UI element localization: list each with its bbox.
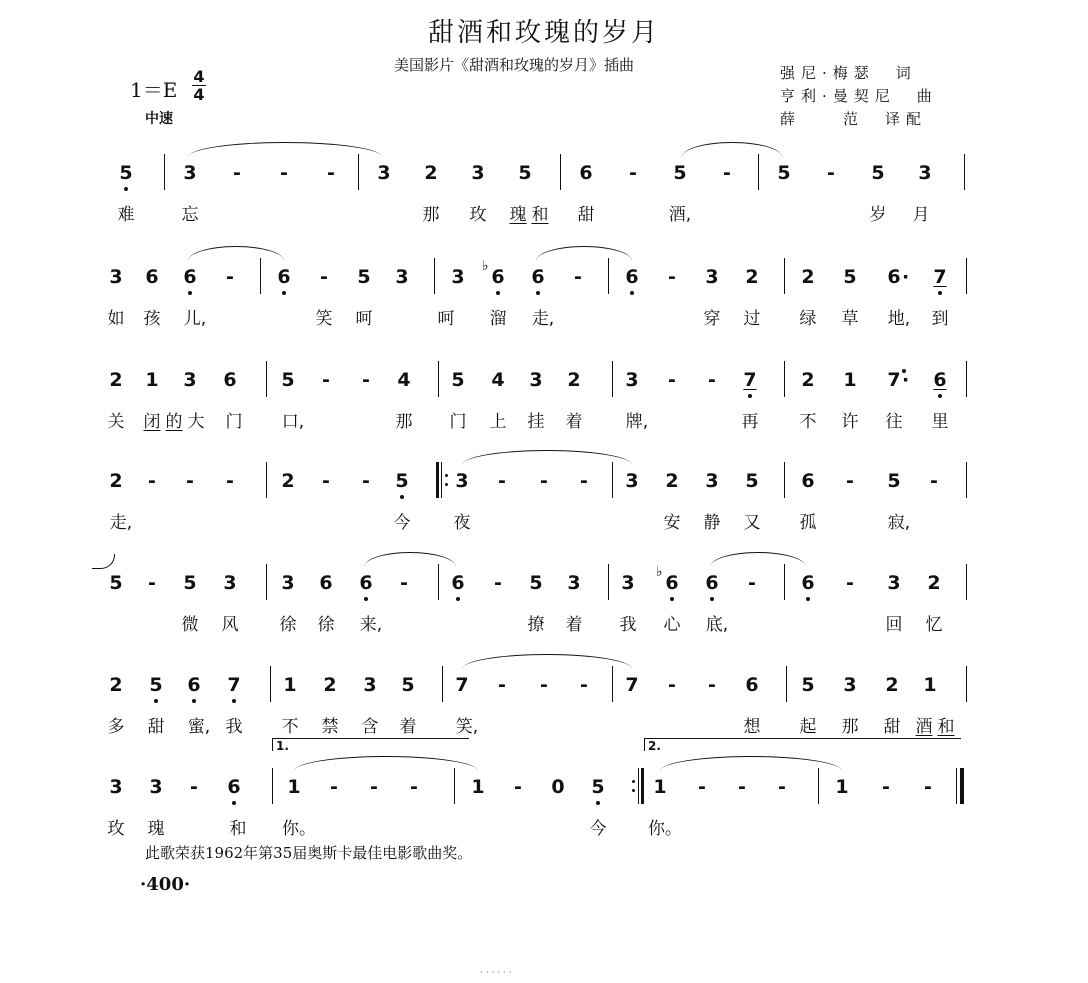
lyric: 走, [531, 309, 555, 329]
lyric: 孤 [799, 513, 817, 533]
note: 2 [424, 162, 438, 184]
barline [966, 361, 967, 397]
lyric: 如 [107, 309, 125, 329]
note: 2 [665, 470, 679, 492]
barline [260, 258, 261, 294]
final-barline [956, 768, 970, 804]
dash: - [668, 674, 676, 696]
barline [266, 361, 267, 397]
dash: - [778, 776, 786, 798]
barline [966, 666, 967, 702]
lyric: 草 [841, 309, 859, 329]
volta-second-ending: 2. [644, 738, 961, 751]
lyric: 岁 [869, 205, 887, 225]
lyric: 夜 [453, 513, 471, 533]
dash: - [362, 470, 370, 492]
lyric: 着 [565, 615, 583, 635]
note: 2 [109, 674, 123, 696]
lyrics-row [100, 508, 980, 538]
note: 5 [183, 572, 197, 594]
note: 6 [700, 572, 724, 594]
note: 2 [281, 470, 295, 492]
lyric: 瑰 [147, 819, 165, 839]
lyrics-row [100, 304, 980, 334]
page-number: ·400· [140, 874, 191, 895]
lyric: 甜 [577, 205, 595, 225]
note: 1 [843, 369, 857, 391]
lyric: 玫 [107, 819, 125, 839]
note: 3 [625, 369, 639, 391]
lyric: 来, [359, 615, 383, 635]
lyric: 我 [619, 615, 637, 635]
note: 5 [887, 470, 901, 492]
note: 3 [281, 572, 295, 594]
dash: - [846, 470, 854, 492]
lyric: 关 [107, 412, 125, 432]
lyric: 不 [281, 717, 299, 737]
score-system-5 [100, 558, 980, 668]
dash: - [882, 776, 890, 798]
lyric: 心 [663, 615, 681, 635]
barline [434, 258, 435, 294]
dash: - [320, 266, 328, 288]
lyric: 那 [395, 412, 413, 432]
note: 5 [357, 266, 371, 288]
note: 3 [621, 572, 635, 594]
lyric: 地, [887, 309, 911, 329]
barline [784, 462, 785, 498]
lyrics-row [100, 610, 980, 640]
lyric: 微 [181, 615, 199, 635]
barline [818, 768, 819, 804]
note: 6 [182, 674, 206, 696]
lyric: 那 [841, 717, 859, 737]
time-signature-bottom: 4 [193, 85, 205, 104]
note: 3 [183, 369, 197, 391]
note: 6 [796, 572, 820, 594]
lyric: 底, [705, 615, 729, 635]
dash: - [362, 369, 370, 391]
barline [784, 564, 785, 600]
lyric: 甜 [147, 717, 165, 737]
lyric: 呵 [355, 309, 373, 329]
note: 6 [222, 776, 246, 798]
dash: - [370, 776, 378, 798]
barline [608, 564, 609, 600]
dash: - [514, 776, 522, 798]
notes-row [100, 660, 980, 710]
note: 6 [223, 369, 237, 391]
note: 5 [801, 674, 815, 696]
lyric: 静 [703, 513, 721, 533]
barline [272, 768, 273, 804]
scan-mark: · · · · · · [480, 968, 512, 978]
lyric: 往 [885, 412, 903, 432]
note: 5 [843, 266, 857, 288]
note: 3 [843, 674, 857, 696]
dash: - [498, 470, 506, 492]
dash: - [629, 162, 637, 184]
notes-row [100, 355, 980, 405]
notes-row [100, 252, 980, 302]
note-flat: ♭ 6 [486, 266, 510, 288]
dash: - [494, 572, 502, 594]
lyric: 到 [931, 309, 949, 329]
lyrics-row [100, 814, 980, 844]
barline [560, 154, 561, 190]
dash: - [186, 470, 194, 492]
barline [266, 462, 267, 498]
barline [612, 462, 613, 498]
lyric: 再 [741, 412, 759, 432]
lyric: 起 [799, 717, 817, 737]
translator-credit: 薛 范 译配 [780, 110, 928, 128]
lyric: 想 [743, 717, 761, 737]
note: 5 [109, 572, 123, 594]
lyric: 那 [422, 205, 440, 225]
note: 3 [109, 776, 123, 798]
lyric: 走, [109, 513, 133, 533]
note: 5 [529, 572, 543, 594]
lyric: 难 [117, 205, 135, 225]
notes-row [100, 456, 980, 506]
note: 1 [283, 674, 297, 696]
note: 5 [390, 470, 414, 492]
lyric: 笑 [315, 309, 333, 329]
volta-first-ending: 1. [272, 738, 469, 751]
lyric: 回 [885, 615, 903, 635]
dash: - [280, 162, 288, 184]
note: 2 [109, 470, 123, 492]
repeat-start-barline [436, 462, 450, 498]
dash: - [668, 369, 676, 391]
note: 3 [377, 162, 391, 184]
lyric: 许 [841, 412, 859, 432]
dash: - [748, 572, 756, 594]
note: 6 [319, 572, 333, 594]
note: 4 [397, 369, 411, 391]
song-title: 甜酒和玫瑰的岁月 [427, 18, 660, 48]
dash: - [930, 470, 938, 492]
notes-row [100, 762, 980, 812]
note: 6 [526, 266, 550, 288]
note: 5 [401, 674, 415, 696]
note: 6 [145, 266, 159, 288]
dash: - [498, 674, 506, 696]
lyric: 酒 [915, 717, 933, 737]
lyric: 风 [221, 615, 239, 635]
lyric: 溜 [489, 309, 507, 329]
dash: - [668, 266, 676, 288]
dash: - [233, 162, 241, 184]
lyric: 徐 [317, 615, 335, 635]
note: 2 [801, 266, 815, 288]
barline [966, 258, 967, 294]
note: 3 [529, 369, 543, 391]
lyric: 挂 [527, 412, 545, 432]
note: 6 [446, 572, 470, 594]
lyric: 笑, [455, 717, 479, 737]
note: 5 [745, 470, 759, 492]
score-system-1 [100, 148, 980, 258]
barline [786, 666, 787, 702]
note: 3 [363, 674, 377, 696]
note: 6 [579, 162, 593, 184]
barline [784, 258, 785, 294]
barline [164, 154, 165, 190]
song-subtitle: 美国影片《甜酒和玫瑰的岁月》插曲 [393, 56, 634, 74]
note: 5 [281, 369, 295, 391]
note: 1 [471, 776, 485, 798]
dash: - [580, 470, 588, 492]
footnote: 此歌荣获1962年第35届奥斯卡最佳电影歌曲奖。 [145, 844, 473, 862]
lyric: 和 [229, 819, 247, 839]
notes-row [100, 148, 980, 198]
lyric: 呵 [437, 309, 455, 329]
note: 3 [625, 470, 639, 492]
lyric: 的 [165, 412, 183, 432]
note: 6 [178, 266, 202, 288]
note: 6 [620, 266, 644, 288]
lyric: 着 [399, 717, 417, 737]
note: 1 [923, 674, 937, 696]
lyric: 孩 [143, 309, 161, 329]
dash: - [540, 470, 548, 492]
lyricist-credit: 强尼·梅瑟 词 [780, 64, 917, 82]
note: 1 [835, 776, 849, 798]
lyric: 今 [589, 819, 607, 839]
time-signature-top: 4 [193, 67, 205, 86]
note: 6 [354, 572, 378, 594]
note-dotted: 6 · [882, 266, 906, 288]
lyric: 今 [393, 513, 411, 533]
barline [438, 361, 439, 397]
lyrics-row [100, 200, 980, 230]
lyric: 瑰 [509, 205, 527, 225]
lyric: 门 [225, 412, 243, 432]
lyric: 多 [107, 717, 125, 737]
note: 2 [885, 674, 899, 696]
note: 7 [625, 674, 639, 696]
note: 2 [109, 369, 123, 391]
lyric: 闭 [143, 412, 161, 432]
score-system-6 [100, 660, 980, 770]
time-signature [192, 68, 206, 103]
note: 1 [287, 776, 301, 798]
note: 6 [801, 470, 815, 492]
note: 3 [918, 162, 932, 184]
dash: - [410, 776, 418, 798]
lyric: 上 [489, 412, 507, 432]
note: 3 [223, 572, 237, 594]
notes-row [100, 558, 980, 608]
dash: - [400, 572, 408, 594]
dash: - [708, 369, 716, 391]
lyric: 忘 [181, 205, 199, 225]
lyric: 月 [912, 205, 930, 225]
score-system-3 [100, 355, 980, 465]
dash: - [580, 674, 588, 696]
note-flat: ♭ 6 [660, 572, 684, 594]
lyric: 门 [449, 412, 467, 432]
note: 7 [738, 369, 762, 391]
lyric: 过 [743, 309, 761, 329]
dash: - [327, 162, 335, 184]
score-system-4 [100, 456, 980, 566]
barline [358, 154, 359, 190]
lyric: 牌, [625, 412, 649, 432]
lyric: 酒, [668, 205, 692, 225]
lyric: 和 [937, 717, 955, 737]
note: 3 [887, 572, 901, 594]
dash: - [148, 470, 156, 492]
note: 5 [144, 674, 168, 696]
lyrics-row [100, 407, 980, 437]
lyric: 忆 [925, 615, 943, 635]
note-dotted: 7 · [882, 369, 906, 391]
composer-credit: 亨利·曼契尼 曲 [780, 87, 938, 105]
tempo-marking: 中速 [145, 111, 173, 127]
dash: - [190, 776, 198, 798]
lyric: 禁 [321, 717, 339, 737]
dash: - [322, 470, 330, 492]
dash: - [330, 776, 338, 798]
score-system-2 [100, 252, 980, 362]
tie-continuation [92, 554, 115, 569]
lyric: 又 [743, 513, 761, 533]
barline [454, 768, 455, 804]
slur [188, 142, 382, 157]
dash: - [226, 470, 234, 492]
lyric: 甜 [883, 717, 901, 737]
note: 3 [705, 470, 719, 492]
dash: - [540, 674, 548, 696]
note: 3 [451, 266, 465, 288]
dash: - [723, 162, 731, 184]
barline [612, 361, 613, 397]
note: 3 [705, 266, 719, 288]
dash: - [574, 266, 582, 288]
lyric: 儿, [183, 309, 207, 329]
note: 5 [451, 369, 465, 391]
note: 3 [471, 162, 485, 184]
lyric: 里 [931, 412, 949, 432]
barline [758, 154, 759, 190]
barline [784, 361, 785, 397]
lyric: 你。 [648, 819, 682, 839]
note: 3 [149, 776, 163, 798]
lyric: 安 [663, 513, 681, 533]
barline [266, 564, 267, 600]
lyric: 玫 [469, 205, 487, 225]
lyric: 口, [281, 412, 305, 432]
note: 7 [222, 674, 246, 696]
barline [966, 564, 967, 600]
note: 7 [928, 266, 952, 288]
note: 2 [745, 266, 759, 288]
note: 3 [567, 572, 581, 594]
lyric: 绿 [799, 309, 817, 329]
dash: - [924, 776, 932, 798]
lyric: 不 [799, 412, 817, 432]
lyric: 我 [225, 717, 243, 737]
slur [682, 142, 782, 157]
barline [966, 462, 967, 498]
note: 6 [272, 266, 296, 288]
lyric: 徐 [279, 615, 297, 635]
note: 3 [455, 470, 469, 492]
dash: - [708, 674, 716, 696]
note: 4 [491, 369, 505, 391]
dash: - [827, 162, 835, 184]
lyric: 含 [361, 717, 379, 737]
barline [612, 666, 613, 702]
note: 2 [927, 572, 941, 594]
barline [608, 258, 609, 294]
note: 6 [745, 674, 759, 696]
note: 5 [673, 162, 687, 184]
lyric: 和 [531, 205, 549, 225]
key-signature: 1＝E [130, 78, 178, 102]
note: 3 [109, 266, 123, 288]
note: 5 [777, 162, 791, 184]
note: 5 [586, 776, 610, 798]
dash: - [148, 572, 156, 594]
repeat-end-barline [630, 768, 644, 804]
dash: - [322, 369, 330, 391]
dash: - [698, 776, 706, 798]
barline [438, 564, 439, 600]
note: 3 [395, 266, 409, 288]
note: 2 [801, 369, 815, 391]
note: 7 [455, 674, 469, 696]
lyric: 寂, [887, 513, 911, 533]
dash: - [738, 776, 746, 798]
note: 5 [114, 162, 138, 184]
note: 2 [323, 674, 337, 696]
barline [270, 666, 271, 702]
note: 3 [183, 162, 197, 184]
lyric: 你。 [282, 819, 316, 839]
note: 2 [567, 369, 581, 391]
dash: - [846, 572, 854, 594]
note: 5 [518, 162, 532, 184]
lyric: 大 [187, 412, 205, 432]
dash: - [226, 266, 234, 288]
barline [964, 154, 965, 190]
note: 1 [653, 776, 667, 798]
rest: 0 [551, 776, 565, 798]
note: 1 [145, 369, 159, 391]
lyric: 着 [565, 412, 583, 432]
lyric: 穿 [703, 309, 721, 329]
note: 6 [928, 369, 952, 391]
lyric: 蜜, [187, 717, 211, 737]
barline [442, 666, 443, 702]
lyric: 撩 [527, 615, 545, 635]
note: 5 [871, 162, 885, 184]
